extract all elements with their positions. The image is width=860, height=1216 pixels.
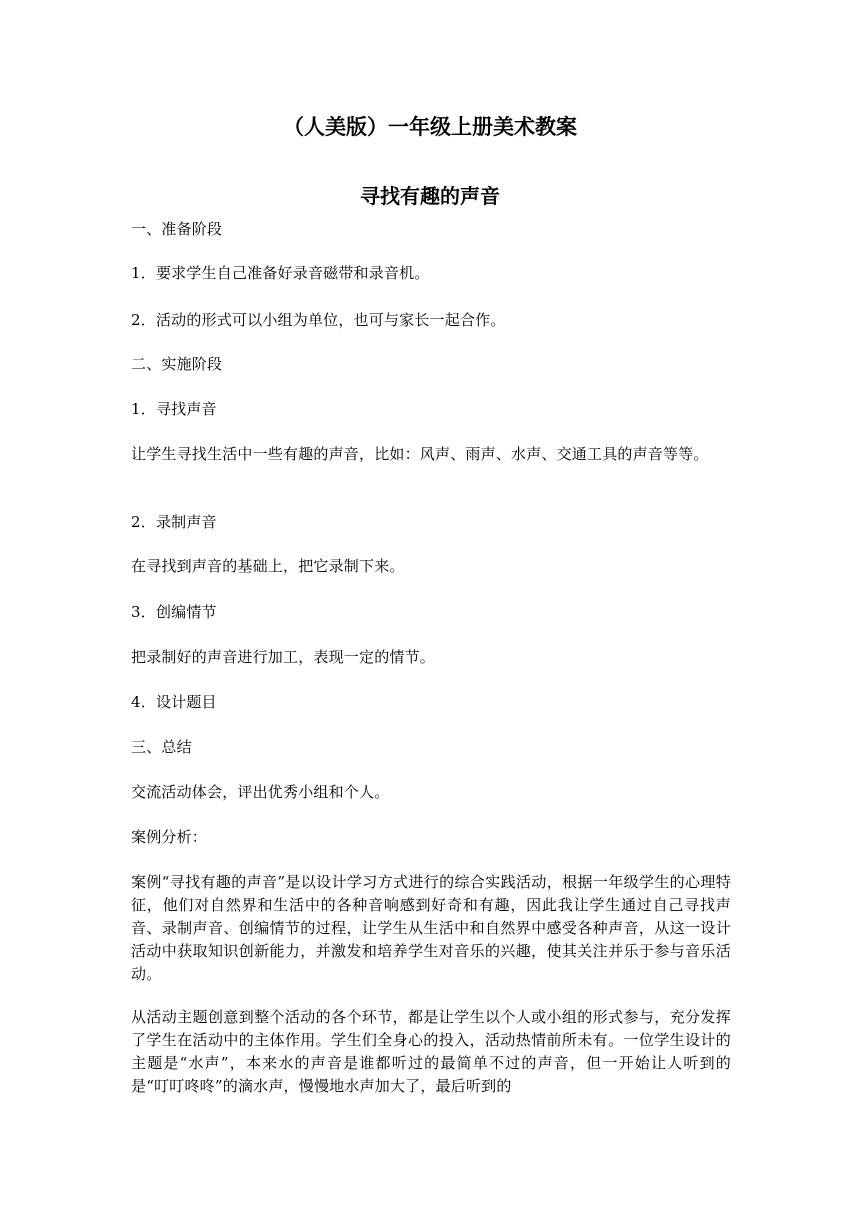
section-heading-implementation: 二、实施阶段 (131, 355, 223, 373)
subheading-design-title: 4．设计题目 (131, 693, 217, 711)
paragraph-case-analysis-2: 从活动主题创意到整个活动的各个环节，都是让学生以个人或小组的形式参与，充分发挥了学生在活动中的主体作用。学生们全身心的投入，活动热情前所未有。一位学生设计的主题是“水声”，本来水的声音是谁都听过的最简单不过的声音，但一开始让人听到的是“叮叮咚咚”的滴水声，慢慢地水声加大了，最后听到的 (131, 1008, 731, 1095)
subheading-record-sound: 2．录制声音 (131, 513, 217, 531)
subheading-find-sound: 1．寻找声音 (131, 400, 217, 418)
section-heading-summary: 三、总结 (131, 738, 192, 756)
document-title: （人美版）一年级上册美术教案 (283, 115, 577, 139)
subheading-create-plot: 3．创编情节 (131, 603, 217, 621)
paragraph-record-sound: 在寻找到声音的基础上，把它录制下来。 (131, 557, 405, 575)
section-heading-preparation: 一、准备阶段 (131, 220, 223, 238)
paragraph-summary: 交流活动体会，评出优秀小组和个人。 (131, 783, 390, 801)
paragraph-find-sound: 让学生寻找生活中一些有趣的声音，比如：风声、雨声、水声、交通工具的声音等等。 (131, 445, 709, 463)
section-heading-case-analysis: 案例分析： (131, 828, 208, 846)
document-subtitle: 寻找有趣的声音 (360, 184, 500, 208)
paragraph-create-plot: 把录制好的声音进行加工，表现一定的情节。 (131, 648, 436, 666)
paragraph-prep-item-1: 1．要求学生自己准备好录音磁带和录音机。 (131, 264, 430, 282)
paragraph-prep-item-2: 2．活动的形式可以小组为单位，也可与家长一起合作。 (131, 311, 506, 329)
paragraph-case-analysis-1: 案例“寻找有趣的声音”是以设计学习方式进行的综合实践活动，根据一年级学生的心理特征，他们对自然界和生活中的各种音响感到好奇和有趣，因此我让学生通过自己寻找声音、录制声音、创编情节的过程，让学生从生活中和自然界中感受各种声音，从这一设计活动中获取知识创新能力，并激发和培养学生对音乐的兴趣，使其关注并乐于参与音乐活动。 (131, 873, 731, 983)
